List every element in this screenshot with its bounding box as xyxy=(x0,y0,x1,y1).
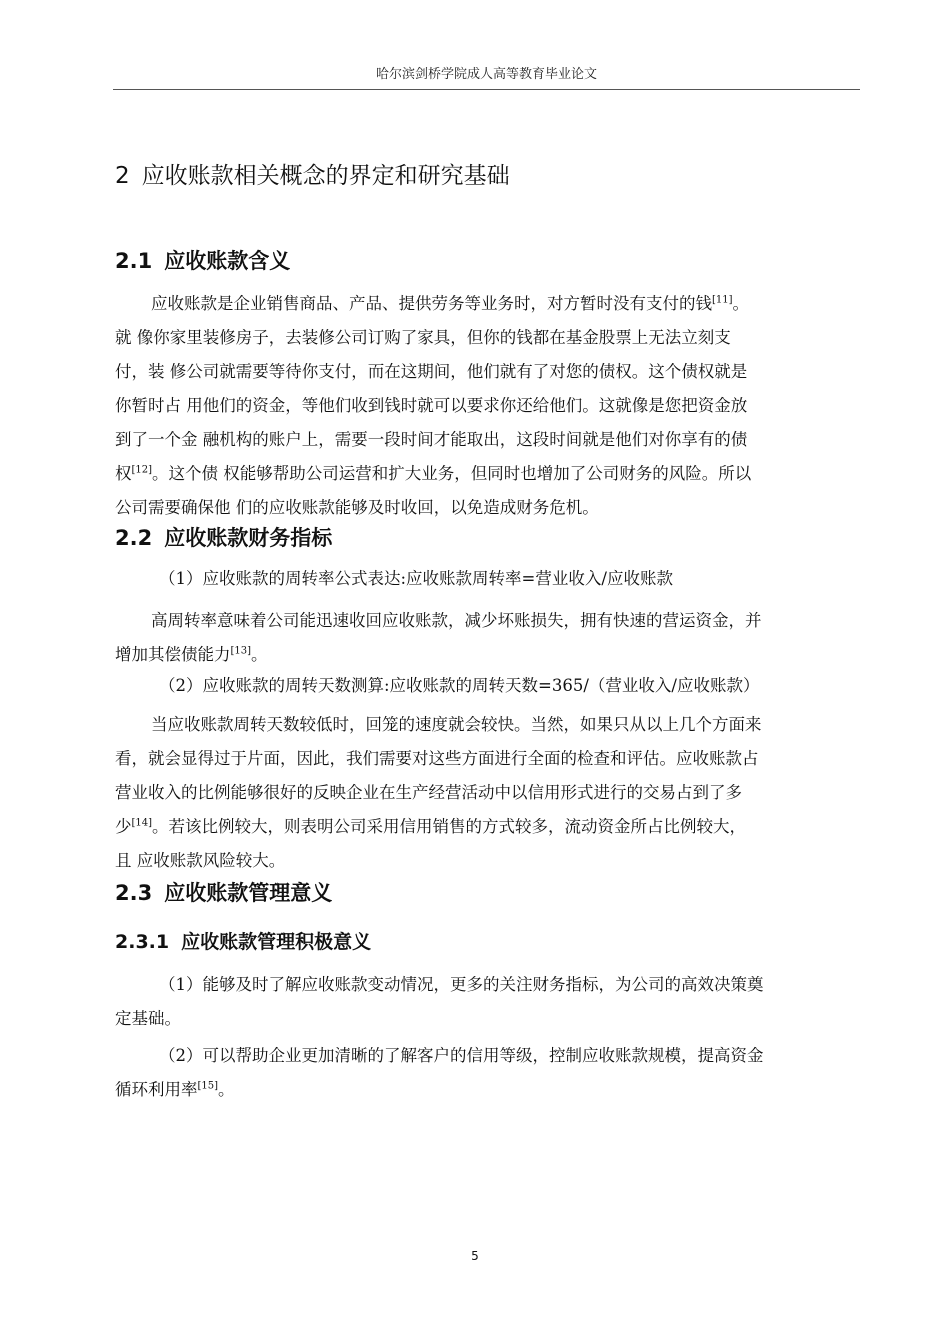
text-span: 少 xyxy=(115,817,132,836)
chapter-title: 应收账款相关概念的界定和研究基础 xyxy=(141,163,510,189)
subsection-heading-2-3-1 xyxy=(115,928,371,956)
section-heading-2-3 xyxy=(115,878,332,908)
text-line: 你暂时占 用他们的资金，等他们收到钱时就可以要求你还给他们。这就像是您把资金放 xyxy=(115,396,748,415)
text-line xyxy=(115,287,860,321)
citation: [11] xyxy=(712,294,733,306)
text-line: （2）可以帮助企业更加清晰的了解客户的信用等级，控制应收账款规模，提高资金 xyxy=(159,1046,764,1065)
text-line: 就 像你家里装修房子，去装修公司订购了家具，但你的钱都在基金股票上无法立刻支 xyxy=(115,328,731,347)
text-line xyxy=(115,457,860,491)
text-span: 。 xyxy=(732,294,750,313)
text-line: （1）应收账款的周转率公式表达:应收账款周转率=营业收入/应收账款 xyxy=(159,569,673,588)
running-header: 哈尔滨剑桥学院成人高等教育毕业论文 xyxy=(375,67,597,82)
section-heading-2-1 xyxy=(115,246,290,276)
page-number: 5 xyxy=(471,1249,479,1263)
chapter-heading xyxy=(115,160,510,192)
section-title: 应收账款管理意义 xyxy=(164,881,333,905)
citation: [15] xyxy=(197,1080,219,1092)
text-span: 。这个债 权能够帮助公司运营和扩大业务，但同时也增加了公司财务的风险。所以 xyxy=(152,464,752,483)
formula-item-2 xyxy=(115,669,860,703)
text-span: 应收账款是企业销售商品、产品、提供劳务等业务时，对方暂时没有支付的钱 xyxy=(151,294,712,313)
citation: [13] xyxy=(230,645,252,657)
text-line: 高周转率意味着公司能迅速收回应收账款，减少坏账损失，拥有快速的营运资金，并 xyxy=(151,611,762,630)
text-span: 。 xyxy=(218,1080,235,1099)
chapter-number: 2 xyxy=(115,163,130,189)
text-line xyxy=(115,810,860,844)
paragraph-turnover-days xyxy=(115,708,860,878)
text-span: 增加其偿债能力 xyxy=(115,645,231,664)
text-line: （2）应收账款的周转天数测算:应收账款的周转天数=365/（营业收入/应收账款） xyxy=(159,676,760,695)
paragraph-turnover-rate xyxy=(115,604,860,672)
subsection-number: 2.3.1 xyxy=(115,931,170,953)
text-line xyxy=(115,1073,860,1107)
section-title: 应收账款含义 xyxy=(164,249,291,273)
text-span: 。若该比例较大，则表明公司采用信用销售的方式较多，流动资金所占比例较大， xyxy=(152,817,747,836)
section-number: 2.1 xyxy=(115,249,153,273)
text-line: 定基础。 xyxy=(115,1009,181,1028)
text-line: 当应收账款周转天数较低时，回笼的速度就会较快。当然，如果只从以上几个方面来 xyxy=(151,715,762,734)
text-line: 付，装 修公司就需要等待你支付，而在这期间，他们就有了对您的债权。这个债权就是 xyxy=(115,362,748,381)
paragraph-definition xyxy=(115,287,860,525)
section-number: 2.3 xyxy=(115,881,153,905)
text-line: 看，就会显得过于片面，因此，我们需要对这些方面进行全面的检查和评估。应收账款占 xyxy=(115,749,759,768)
text-line xyxy=(115,638,860,672)
section-heading-2-2 xyxy=(115,523,332,553)
benefit-item-2 xyxy=(115,1039,860,1107)
text-span: 。 xyxy=(251,645,268,664)
section-number: 2.2 xyxy=(115,526,153,550)
citation: [12] xyxy=(131,464,153,476)
formula-item-1 xyxy=(115,562,860,596)
subsection-title: 应收账款管理积极意义 xyxy=(181,931,372,953)
benefit-item-1 xyxy=(115,968,860,1036)
text-line: 到了一个金 融机构的账户上，需要一段时间才能取出，这段时间就是他们对你享有的债 xyxy=(115,430,748,449)
text-line: 营业收入的比例能够很好的反映企业在生产经营活动中以信用形式进行的交易占到了多 xyxy=(115,783,742,802)
text-line: 公司需要确保他 们的应收账款能够及时收回，以免造成财务危机。 xyxy=(115,498,599,517)
text-line: （1）能够及时了解应收账款变动情况，更多的关注财务指标，为公司的高效决策奠 xyxy=(159,975,764,994)
header-rule xyxy=(113,89,860,90)
text-line: 且 应收账款风险较大。 xyxy=(115,851,286,870)
citation: [14] xyxy=(131,817,153,829)
text-span: 权 xyxy=(115,464,132,483)
text-span: 循环利用率 xyxy=(115,1080,198,1099)
section-title: 应收账款财务指标 xyxy=(164,526,333,550)
